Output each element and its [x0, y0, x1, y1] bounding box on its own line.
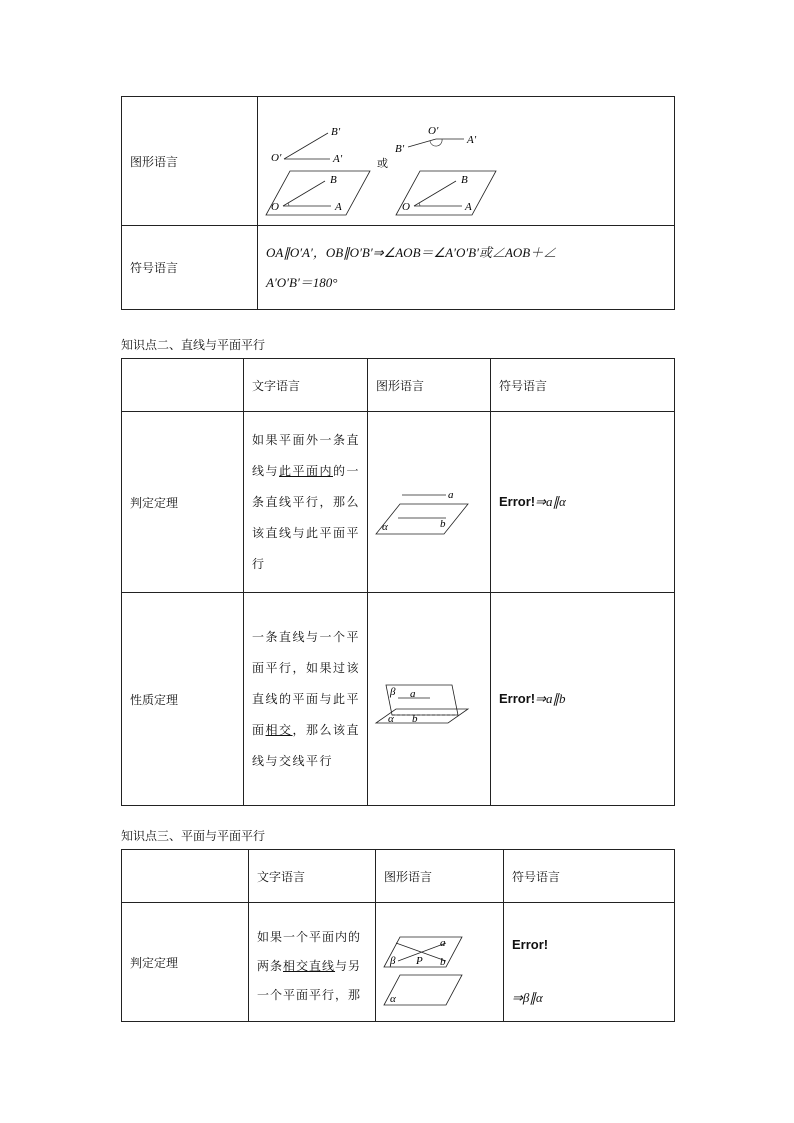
underlined-term: 相交 — [265, 722, 293, 737]
header-symbol-lang: 符号语言 — [491, 359, 675, 412]
row-label-property: 性质定理 — [122, 593, 244, 806]
section-3-title: 知识点三、平面与平面平行 — [121, 829, 266, 843]
text-part: ，那么该直线与交线平行 — [252, 722, 361, 768]
text-part: 一条直线与一个平面平行，如果过该直线的平面与此平面 — [252, 629, 361, 737]
label-A-2: A — [465, 201, 472, 213]
label-P: P — [416, 955, 423, 967]
header-text-lang: 文字语言 — [244, 359, 368, 412]
symbol-cell — [258, 226, 675, 310]
symbol-text: ⇒β∥α — [512, 990, 543, 1005]
label-B-2: B — [461, 174, 468, 186]
underlined-term: 此平面内 — [279, 463, 334, 478]
label-a-2: a — [410, 688, 416, 700]
label-B-prime: B′ — [331, 126, 341, 138]
header-empty — [122, 850, 249, 903]
angle-figures — [258, 97, 675, 222]
property-figure-cell — [368, 593, 491, 806]
criterion-figure-cell — [376, 903, 504, 1022]
label-a: a — [448, 489, 454, 501]
plane-plane-figure — [376, 903, 504, 1018]
label-O-prime: O′ — [271, 152, 282, 164]
symbol-line-2: A′O′B′＝180° — [266, 274, 338, 290]
error-text: Error! — [499, 691, 536, 706]
or-text: 或 — [377, 157, 388, 170]
criterion-text — [249, 903, 376, 1022]
line-plane-parallel-table — [121, 358, 675, 806]
error-text: Error! — [499, 494, 536, 509]
symbol-line-1: OA∥O′A′，OB∥O′B′⇒∠AOB＝∠A′O′B′或∠AOB＋∠ — [266, 244, 557, 260]
row-label-symbol: 符号语言 — [122, 226, 258, 310]
property-symbol — [491, 593, 675, 806]
row-label-criterion: 判定定理 — [122, 903, 249, 1022]
text-part: 直线与 — [252, 432, 361, 478]
underlined-term: 相交直线 — [283, 959, 336, 973]
row-label-criterion: 判定定理 — [122, 412, 244, 593]
label-O: O — [271, 201, 279, 213]
figure-cell — [258, 97, 675, 226]
label-A: A — [335, 201, 342, 213]
label-b-2: b — [412, 713, 418, 725]
text-part: 如果平面外一条 — [252, 432, 347, 447]
row-label-figure: 图形语言 — [122, 97, 258, 226]
text-part: 的一条直线平行，那么该直线与此平面平行 — [252, 463, 361, 571]
header-symbol-lang: 符号语言 — [504, 850, 675, 903]
property-text — [244, 593, 368, 806]
plane-plane-parallel-table — [121, 849, 675, 1022]
criterion-symbol — [491, 412, 675, 593]
label-O-2: O — [402, 201, 410, 213]
label-b-3: b — [440, 956, 446, 968]
header-text-lang: 文字语言 — [249, 850, 376, 903]
criterion-figure-cell — [368, 412, 491, 593]
symbol-text: ⇒a∥b — [535, 691, 566, 706]
label-A-prime-2: A′ — [467, 134, 477, 146]
angle-theorem-table — [121, 96, 675, 310]
text-part: 与另一个平面平行，那 — [257, 959, 362, 1002]
label-alpha: α — [382, 521, 388, 533]
plane-intersection-figure — [368, 593, 491, 802]
label-beta-3: β — [390, 955, 396, 967]
criterion-text — [244, 412, 368, 593]
error-text: Error! — [512, 937, 549, 952]
label-B-prime-2: B′ — [395, 143, 405, 155]
section-2-title: 知识点二、直线与平面平行 — [121, 338, 266, 352]
symbol-text: ⇒a∥α — [535, 494, 566, 509]
label-B: B — [330, 174, 337, 186]
label-beta: β — [390, 686, 396, 698]
label-a-3: a — [440, 937, 446, 949]
header-figure-lang: 图形语言 — [368, 359, 491, 412]
label-b: b — [440, 518, 446, 530]
header-figure-lang: 图形语言 — [376, 850, 504, 903]
label-A-prime: A′ — [333, 153, 343, 165]
criterion-symbol — [504, 903, 675, 1022]
label-O-prime-2: O′ — [428, 125, 439, 137]
label-alpha-3: α — [390, 993, 396, 1005]
line-plane-figure — [368, 412, 491, 589]
text-part: 如果一个平面内的两条 — [257, 930, 362, 973]
label-alpha-2: α — [388, 713, 394, 725]
header-empty — [122, 359, 244, 412]
